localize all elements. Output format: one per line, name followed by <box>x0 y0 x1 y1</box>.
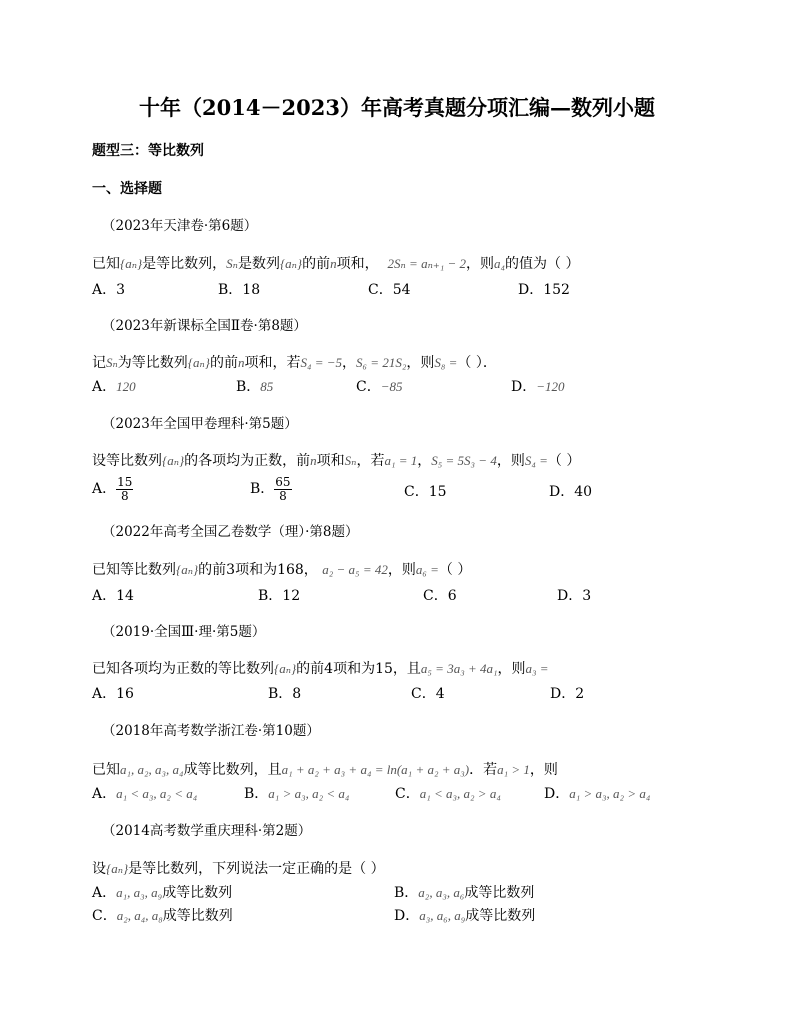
question-1-option-a: A．3 <box>92 282 126 298</box>
question-4-option-a: A．14 <box>92 588 134 604</box>
question-7-option-d: D．a₃, a₆, a₉成等比数列 <box>394 908 536 924</box>
question-4-option-d: D．3 <box>557 588 592 604</box>
question-5-option-a: A．16 <box>92 686 134 702</box>
question-7-source: （2014高考数学重庆理科·第2题） <box>102 823 312 839</box>
question-6-option-b: B．a₁ > a₃, a₂ < a₄ <box>244 786 350 802</box>
document-title: 十年（2014－2023）年高考真题分项汇编—数列小题 <box>139 95 655 120</box>
question-5-option-c: C．4 <box>411 686 445 702</box>
question-7-option-b: B．a₂, a₃, a₆成等比数列 <box>394 885 535 901</box>
question-4-option-b: B．12 <box>258 588 301 604</box>
section-type-heading: 题型三：等比数列 <box>92 143 204 159</box>
question-5-option-b: B．8 <box>268 686 302 702</box>
question-4-stem: 已知等比数列{aₙ}的前3项和为168， a₂ − a₅ = 42，则a₆ =（ ） <box>92 562 472 578</box>
question-3-stem: 设等比数列{aₙ}的各项均为正数，前n项和Sₙ，若a₁ = 1，S₅ = 5S₃ − 4，则S₄ =（ ） <box>92 453 581 469</box>
question-3-option-d: D．40 <box>549 484 593 500</box>
question-1-option-d: D．152 <box>518 282 570 298</box>
question-7-option-a: A．a₁, a₃, a₉成等比数列 <box>92 885 233 901</box>
question-6-option-a: A．a₁ < a₃, a₂ < a₄ <box>92 786 198 802</box>
question-3-option-b: B． $\frac{65}{8}$ <box>250 475 291 503</box>
question-2-option-a: A．120 <box>92 379 136 395</box>
question-1-option-b: B．18 <box>218 282 261 298</box>
fraction: $\frac{15}{8}$ <box>117 475 133 503</box>
question-2-option-b: B．85 <box>236 379 274 395</box>
question-4-source: （2022年高考全国乙卷数学（理）·第8题） <box>102 524 359 540</box>
question-5-source: （2019·全国Ⅲ·理·第5题） <box>102 624 266 640</box>
question-5-option-d: D．2 <box>550 686 585 702</box>
question-6-option-c: C．a₁ < a₃, a₂ > a₄ <box>395 786 501 802</box>
question-3-option-a: A． $\frac{15}{8}$ <box>92 475 133 503</box>
question-1-option-c: C．54 <box>368 282 411 298</box>
question-7-option-c: C．a₂, a₄, a₈成等比数列 <box>92 908 233 924</box>
question-6-option-d: D．a₁ > a₃, a₂ > a₄ <box>544 786 651 802</box>
question-6-stem: 已知a₁, a₂, a₃, a₄成等比数列，且a₁ + a₂ + a₃ + a₄ = ln(a₁ + a₂ + a₃)．若a₁ > 1，则 <box>92 762 558 778</box>
question-2-stem: 记Sₙ为等比数列{aₙ}的前n项和，若S₄ = −5，S₆ = 21S₂，则S₈ =（ ）． <box>92 355 497 371</box>
fraction: $\frac{65}{8}$ <box>275 475 291 503</box>
question-4-option-c: C．6 <box>423 588 457 604</box>
question-2-option-c: C．−85 <box>356 379 403 395</box>
question-6-source: （2018年高考数学浙江卷·第10题） <box>102 723 320 739</box>
question-3-option-c: C．15 <box>404 484 447 500</box>
question-5-stem: 已知各项均为正数的等比数列{aₙ}的前4项和为15，且a₅ = 3a₃ + 4a₁，则a₃ = <box>92 661 549 677</box>
question-7-stem: 设{aₙ}是等比数列，下列说法一定正确的是（ ） <box>92 861 385 877</box>
question-1-source: （2023年天津卷·第6题） <box>102 218 258 234</box>
section-heading: 一、选择题 <box>92 181 162 197</box>
question-2-option-d: D．−120 <box>511 379 565 395</box>
question-1-stem: 已知{aₙ}是等比数列，Sₙ是数列{aₙ}的前n项和， 2Sₙ = aₙ₊₁ − 2，则a₄的值为（ ） <box>92 256 580 272</box>
question-2-source: （2023年新课标全国Ⅱ卷·第8题） <box>102 318 307 334</box>
question-3-source: （2023年全国甲卷理科·第5题） <box>102 416 298 432</box>
